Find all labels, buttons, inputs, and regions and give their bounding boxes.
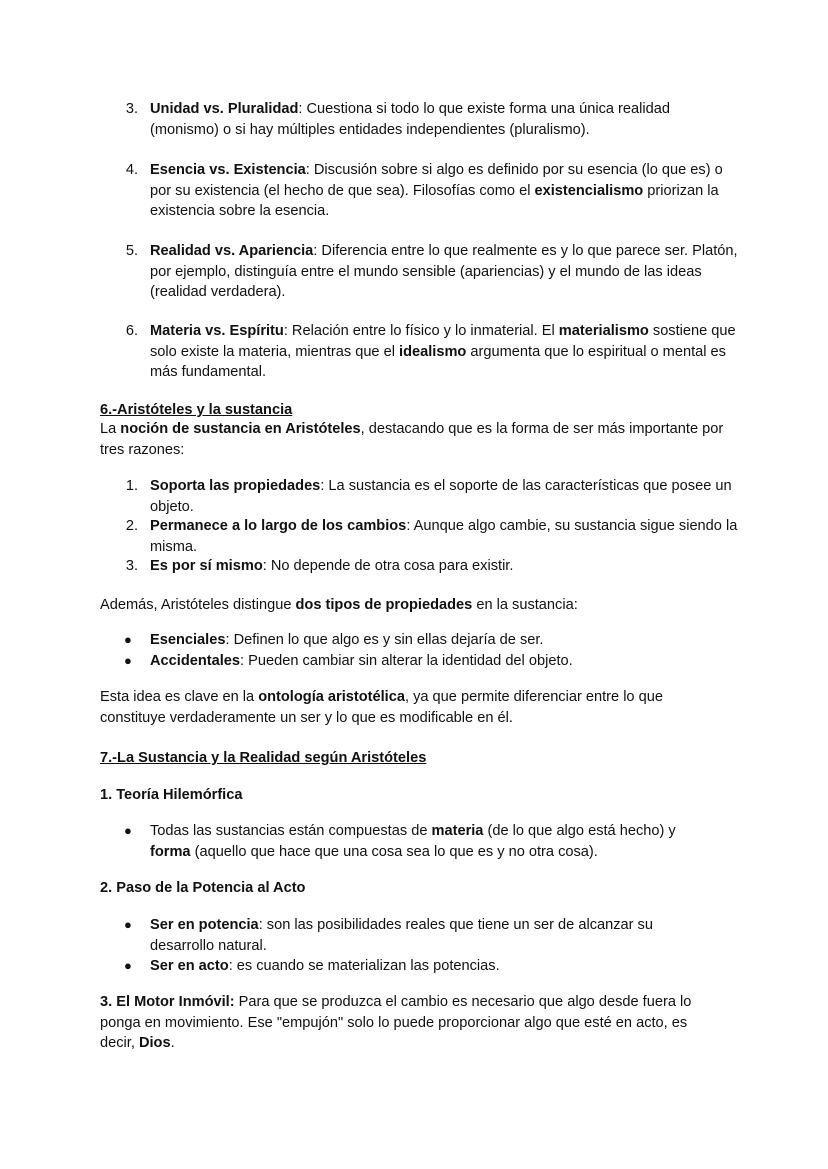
bullet-icon: ● <box>124 632 132 647</box>
list-number: 3. <box>125 101 138 117</box>
list-item: Accidentales: Pueden cambiar sin alterar la identidad del objeto. <box>150 653 573 669</box>
section-6-heading: 6.-Aristóteles y la sustancia <box>100 402 293 418</box>
list-number: 5. <box>125 243 138 259</box>
list-item: Realidad vs. Apariencia: Diferencia entre lo que realmente es y lo que parece ser. Platón, por ejemplo, distinguía entre el mundo sensible (apariencias) y el mundo de las ideas (realidad verdadera). <box>150 243 738 300</box>
list-item: Permanece a lo largo de los cambios: Aunque algo cambie, su sustancia sigue siendo la misma. <box>150 518 738 555</box>
list-item: Unidad vs. Pluralidad: Cuestiona si todo lo que existe forma una única realidad (monismo) o si hay múltiples entidades independientes (pluralismo). <box>150 101 670 138</box>
subheading-hylomorphism: 1. Teoría Hilemórfica <box>100 787 243 803</box>
list-item: Esenciales: Definen lo que algo es y sin ellas dejaría de ser. <box>150 632 544 648</box>
list-item: Ser en acto: es cuando se materializan las potencias. <box>150 958 500 974</box>
list-item: Es por sí mismo: No depende de otra cosa para existir. <box>150 558 514 574</box>
bullet-icon: ● <box>124 958 132 973</box>
section-6-intro: La noción de sustancia en Aristóteles, destacando que es la forma de ser más importante por tres razones: <box>100 421 724 458</box>
list-item: Todas las sustancias están compuestas de materia (de lo que algo está hecho) y forma (aquello que hace que una cosa sea lo que es y no otra cosa). <box>150 823 676 860</box>
list-item: Materia vs. Espíritu: Relación entre lo físico y lo inmaterial. El materialismo sostiene que solo existe la materia, mientras que el idealismo argumenta que lo espiritual o mental es más fundamental. <box>150 323 736 380</box>
section-6-conclusion: Esta idea es clave en la ontología aristotélica, ya que permite diferenciar entre lo que constituye verdaderamente un ser y lo que es modificable en él. <box>100 689 663 726</box>
unmoved-mover-paragraph: 3. El Motor Inmóvil: Para que se produzca el cambio es necesario que algo desde fuera lo ponga en movimiento. Ese "empujón" solo lo puede proporcionar algo que esté en acto, es decir, Dios. <box>100 994 692 1051</box>
subheading-potency-act: 2. Paso de la Potencia al Acto <box>100 880 306 896</box>
properties-intro: Además, Aristóteles distingue dos tipos de propiedades en la sustancia: <box>100 597 578 613</box>
list-item: Soporta las propiedades: La sustancia es el soporte de las características que posee un objeto. <box>150 478 732 515</box>
list-number: 3. <box>125 558 138 574</box>
list-item: Esencia vs. Existencia: Discusión sobre si algo es definido por su esencia (lo que es) o por su existencia (el hecho de que sea). Filosofías como el existencialismo priorizan la existencia sobre la esencia. <box>150 162 723 219</box>
bullet-icon: ● <box>124 823 132 838</box>
list-number: 2. <box>125 518 138 534</box>
bullet-icon: ● <box>124 653 132 668</box>
bullet-icon: ● <box>124 917 132 932</box>
list-number: 4. <box>125 162 138 178</box>
list-item: Ser en potencia: son las posibilidades reales que tiene un ser de alcanzar su desarrollo natural. <box>150 917 653 954</box>
list-number: 1. <box>125 478 138 494</box>
list-number: 6. <box>125 323 138 339</box>
section-7-heading: 7.-La Sustancia y la Realidad según Aristóteles <box>100 750 427 766</box>
